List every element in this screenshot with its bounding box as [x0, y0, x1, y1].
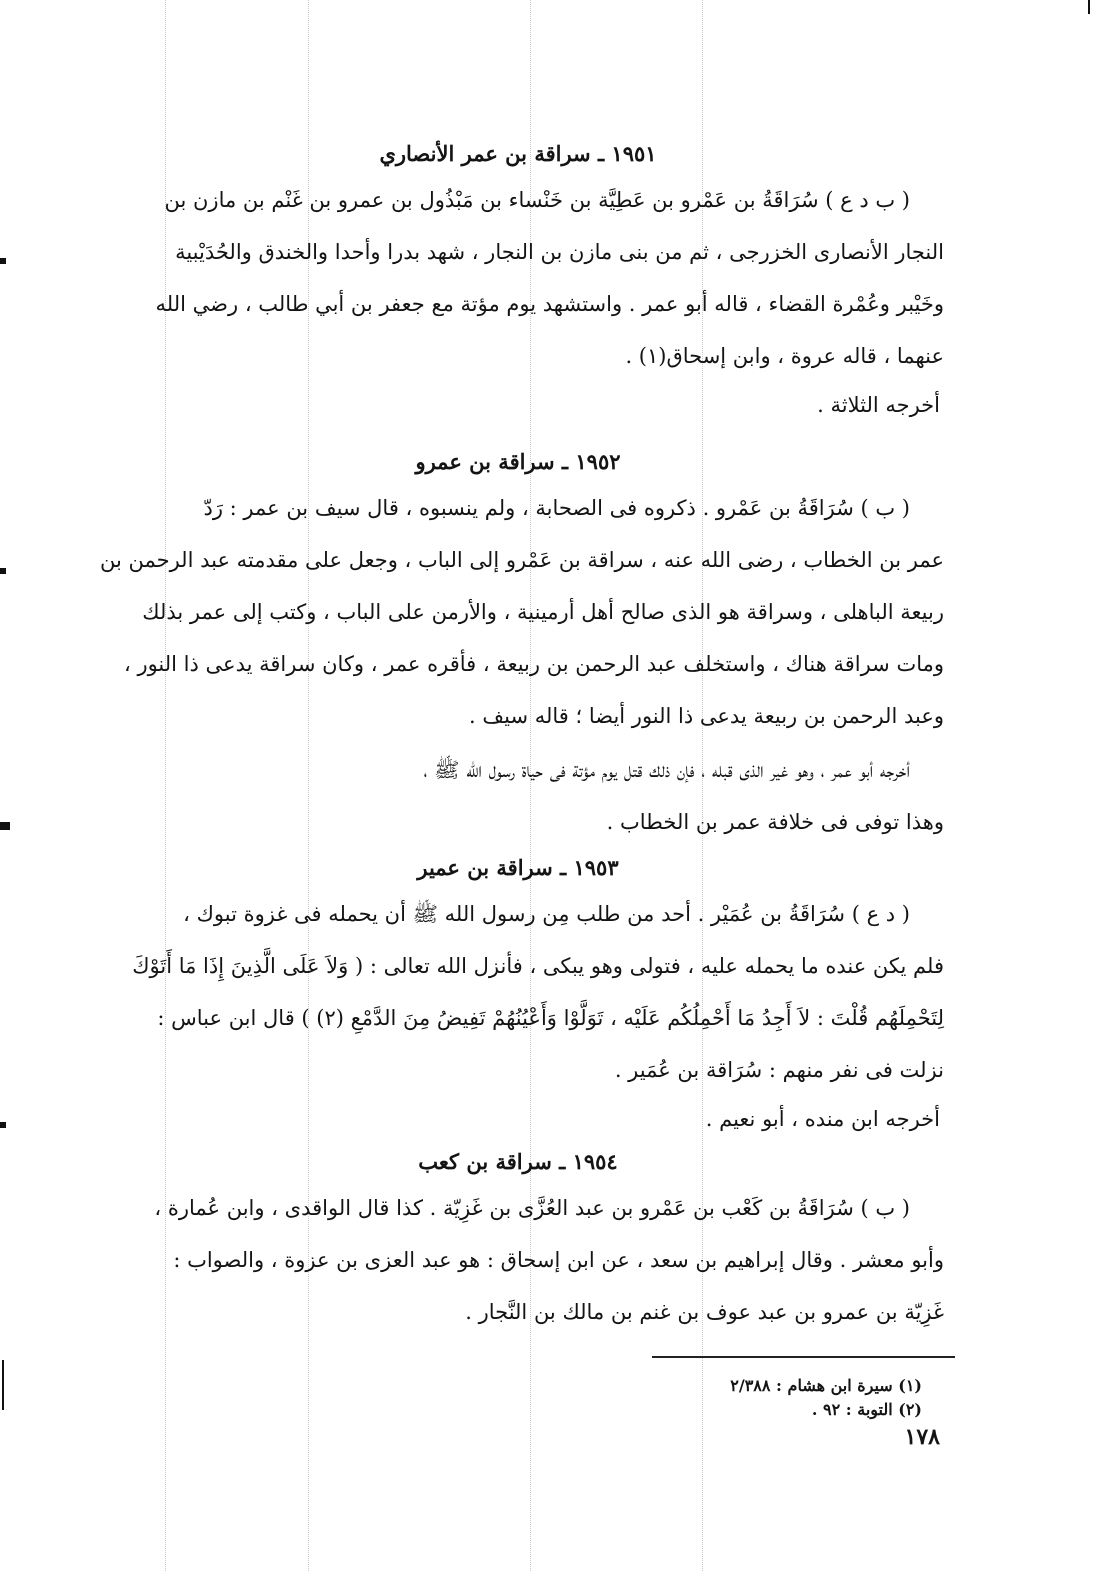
entry-heading: ١٩٥٤ ـ سراقة بن كعب — [418, 1149, 618, 1174]
entry-line: وأبو معشر . وقال إبراهيم بن سعد ، عن ابن إسحاق : هو عبد العزى بن عزوة ، والصواب : — [173, 1248, 944, 1272]
page-body — [92, 130, 944, 1338]
entry-line: نزلت فى نفر منهم : سُرَاقة بن عُمَير . — [614, 1058, 944, 1082]
entry-line: عنهما ، قاله عروة ، وابن إسحاق(١) . — [625, 344, 944, 368]
footnotes — [652, 1374, 922, 1422]
entry-1952 — [92, 442, 944, 848]
scan-edge-mark — [0, 822, 10, 830]
entry-line: ( ب د ع ) سُرَاقَةُ بن عَمْرو بن عَطِيَّة بن خَنْساء بن مَبْذُول بن عمرو بن غَنْم بن مازن بن — [164, 188, 910, 212]
entry-heading: ١٩٥١ ـ سراقة بن عمر الأنصاري — [379, 141, 657, 166]
entry-source: أخرجه أبو عمر ، وهو غير الذى قبله ، فإن ذلك قتل يوم مؤتة فى حياة رسول الله ﷺ ، — [423, 758, 910, 782]
page-number: ١٧٨ — [904, 1424, 940, 1450]
entry-line: ( د ع ) سُرَاقَةُ بن عُمَيْر . أحد من طلب مِن رسول الله ﷺ أن يحمله فى غزوة تبوك ، — [183, 902, 910, 926]
entry-1954 — [92, 1142, 944, 1338]
entry-line: فلم يكن عنده ما يحمله عليه ، فتولى وهو يبكى ، فأنزل الله تعالى : ( وَلاَ عَلَى الَّذِينَ إِذَا مَا أَتَوْكَ — [132, 954, 944, 978]
entry-heading: ١٩٥٢ ـ سراقة بن عمرو — [415, 449, 621, 474]
footnote-divider — [652, 1356, 955, 1358]
entry-line: ربيعة الباهلى ، وسراقة هو الذى صالح أهل أرمينية ، والأرمن على الباب ، وكتب إلى عمر بذلك — [142, 600, 944, 624]
entry-line: غَزِيّة بن عمرو بن عبد عوف بن غنم بن مالك بن النَّجار . — [465, 1300, 944, 1324]
entry-source: أخرجه الثلاثة . — [817, 393, 940, 417]
entry-line: وعبد الرحمن بن ربيعة يدعى ذا النور أيضا ؛ قاله سيف . — [469, 704, 944, 728]
scan-edge-mark — [0, 258, 6, 264]
entry-line: عمر بن الخطاب ، رضى الله عنه ، سراقة بن عَمْرو إلى الباب ، وجعل على مقدمته عبد الرحمن بن — [99, 548, 944, 572]
entry-line: ومات سراقة هناك ، واستخلف عبد الرحمن بن ربيعة ، فأقره عمر ، وكان سراقة يدعى ذا النور ، — [123, 652, 944, 676]
entry-source: أخرجه ابن منده ، أبو نعيم . — [705, 1107, 940, 1131]
footnote-1: (١) سيرة ابن هشام : ٢/٣٨٨ — [730, 1376, 922, 1395]
scan-edge-mark — [0, 1122, 6, 1128]
entry-line: لِتَحْمِلَهُم قُلْتَ : لاَ أَجِدُ مَا أَحْمِلُكُم عَلَيْه ، تَوَلَّوْا وَأَعْيُنُهُمْ تَفِيضُ مِنَ الدَّمْعِ (٢) ) قال ابن عباس : — [157, 1006, 944, 1030]
entry-line: ( ب ) سُرَاقَةُ بن عَمْرو . ذكروه فى الصحابة ، ولم ينسبوه ، قال سيف بن عمر : رَدّ — [203, 496, 910, 520]
scan-edge-mark — [0, 568, 6, 574]
entry-line: ( ب ) سُرَاقَةُ بن كَعْب بن عَمْرو بن عبد العُزَّى بن غَزِيّة . كذا قال الواقدى ، وابن عُمارة ، — [154, 1196, 910, 1220]
entry-heading: ١٩٥٣ ـ سراقة بن عمير — [417, 855, 619, 880]
scan-edge-mark — [1088, 0, 1090, 14]
entry-line: وخَيْبر وعُمْرة القضاء ، قاله أبو عمر . واستشهد يوم مؤتة مع جعفر بن أبي طالب ، رضي الله — [155, 292, 944, 316]
entry-1953 — [92, 848, 944, 1142]
footnote-2: (٢) التوبة : ٩٢ . — [811, 1400, 922, 1419]
entry-line: النجار الأنصارى الخزرجى ، ثم من بنى مازن بن النجار ، شهد بدرا وأحدا والخندق والحُدَيْبية — [175, 240, 944, 264]
entry-1951 — [92, 134, 944, 428]
entry-source: وهذا توفى فى خلافة عمر بن الخطاب . — [606, 810, 944, 834]
scan-edge-mark — [2, 1360, 4, 1410]
